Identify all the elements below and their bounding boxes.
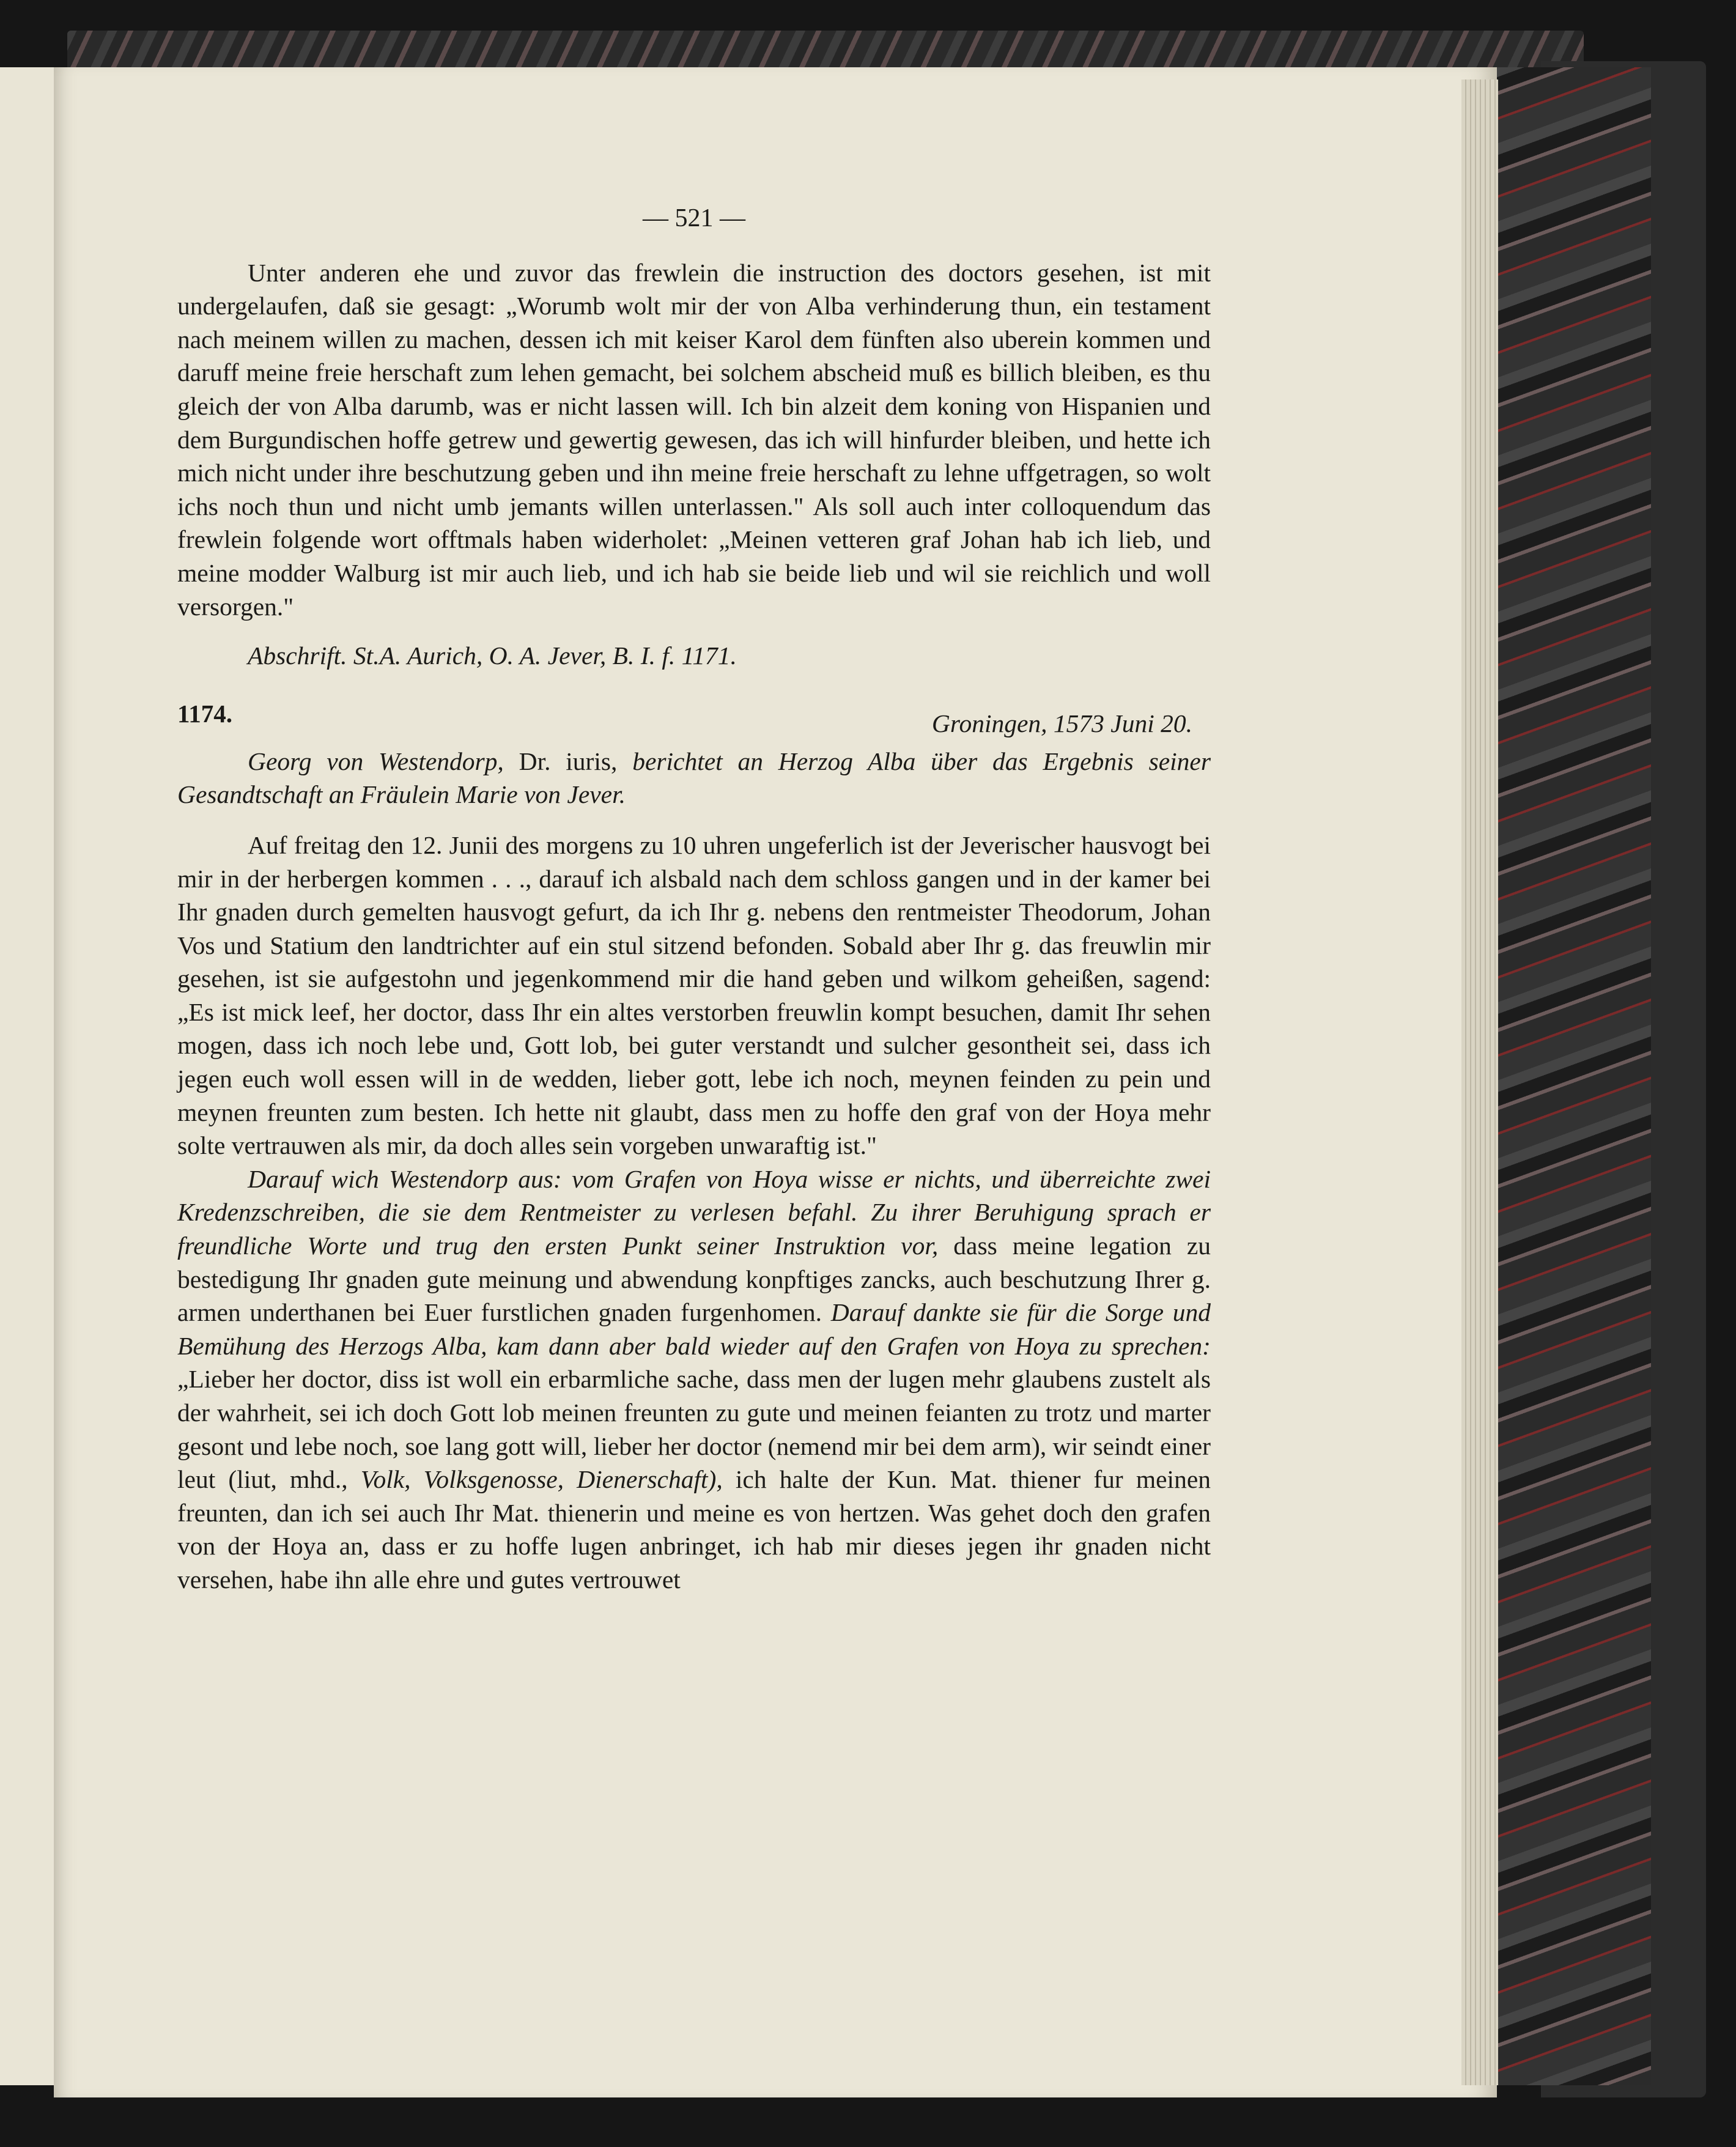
marbled-cover-top <box>67 31 1584 72</box>
previous-page-edge <box>0 67 56 2085</box>
para3-italic-3: Volk, Volksgenosse, Dienerschaft), <box>360 1465 736 1494</box>
page-block-edges <box>1461 79 1498 2085</box>
para3-roman-3: ich halte der Kun. Mat. thiener fur meinen freunten, dan ich sei auch Ihr Mat. thienerin und meine es von hertzen. Was gehet doch den grafen von der Hoya an, dass er zu hoffe lugen anbringet, ich hab mir dieses jegen ihr gnaden nicht versehen, habe ihn alle ehre und gutes vertrouwet <box>177 1465 1211 1594</box>
para3-italic-2: Darauf dankte sie für die Sorge und Bemühung des Herzogs Alba, kam dann aber bald wieder auf den Grafen von Hoya zu sprechen: <box>177 1298 1211 1360</box>
regest <box>177 745 1211 811</box>
paragraph-2: Auf freitag den 12. Junii des morgens zu 10 uhren ungeferlich ist der Jeverischer hausvogt bei mir in der herbergen kommen . . ., darauf ich alsbald nach dem schloss gangen und in der kamer bei Ihr gnaden durch gemelten hausvogt gefurt, da ich Ihr g. nebens den rentmeister Theodorum, Johan Vos und Statium den landtrichter auf ein stul sitzend befonden. Sobald aber Ihr g. das freuwlin mir gesehen, ist sie aufgestohn und jegenkommend mir die hand geben und wilkom geheißen, sagend: „Es ist mick leef, her doctor, dass Ihr ein altes verstorben freuwlin kompt besuchen, damit Ihr sehen mogen, dass ich noch lebe und, Gott lob, bei guter verstandt und sulcher gesontheit sei, dass ich jegen euch woll essen will in de wedden, lieber gott, lebe ich noch, meynen feinden zu pein und meynen freunten zum besten. Ich hette nit glaubt, dass men zu hoffe den graf von der Hoya mehr solte vertrauwen als mir, da doch alles sein vorgeben unwaraftig ist." <box>177 830 1211 1160</box>
paragraph-1: Unter anderen ehe und zuvor das frewlein die instruction des doctors gesehen, ist mit undergelaufen, daß sie gesagt: „Worumb wolt mir der von Alba verhinderung thun, ein testament nach meinem willen zu machen, dessen ich mit keiser Karol dem fünften also uberein kommen und daruff meine freie herschaft zum lehen gemacht, bei solchem abscheid muß es billich bleiben, es thu gleich der von Alba darumb, was er nicht lassen will. Ich bin alzeit dem koning von Hispanien und dem Burgundischen hoffe getrew und gewertig gewesen, das ich will hinfurder bleiben, und hette ich mich nicht under ihre beschutzung geben und ihn meine freie herschaft zu lehne uffgetragen, so wolt ichs noch thun und nicht umb jemants willen unterlassen." Als soll auch inter colloquendum das frewlein folgende wort offtmals haben widerholet: „Meinen vetteren graf Johan hab ich lieb, und meine modder Walburg ist mir auch lieb, und ich hab sie beide lieb und wil sie reichlich und woll versorgen." <box>177 258 1211 621</box>
document-number: 1174. <box>177 699 232 728</box>
para3-roman-2: „Lieber her doctor, diss ist woll ein erbarmliche sache, dass men der lugen mehr glaubens zustelt als der wahrheit, sei ich doch Gott lob meinen freunten zu gute und meinen feianten zu trotz und marter gesont und lebe noch, soe lang gott will, lieber her doctor (nemend mir bei dem arm), wir seindt einer leut (liut, mhd., <box>177 1365 1211 1494</box>
regest-part-c: berichtet an Herzog Alba über das Ergebnis seiner Gesandtschaft an Fräulein Marie von Jever. <box>177 747 1211 809</box>
paragraph-3 <box>177 1162 1211 1597</box>
page-number: — 521 — <box>643 204 745 232</box>
para3-italic-1: Darauf wich Westendorp aus: vom Grafen von Hoya wisse er nichts, und überreichte zwei Kredenzschreiben, die sie dem Rentmeister zu verlesen befahl. Zu ihrer Beruhigung sprach er freundliche Worte und trug den ersten Punkt seiner Instruktion vor, <box>177 1164 1211 1260</box>
para3-roman-1: dass meine legation zu bestedigung Ihr gnaden gute meinung und abwendung konpftiges zancks, auch beschutzung Ihrer g. armen underthanen bei Euer furstlichen gnaden furgenhomen. <box>177 1232 1211 1327</box>
document-place-date: Groningen, 1573 Juni 20. <box>931 709 1192 737</box>
page-content <box>177 202 1211 1597</box>
document-heading <box>177 697 1211 740</box>
marbled-cover-right <box>1492 67 1651 2085</box>
regest-part-a: Georg von Westendorp, <box>248 747 519 775</box>
source-citation: Abschrift. St.A. Aurich, O. A. Jever, B. I. f. 1171. <box>248 641 737 670</box>
regest-part-b: Dr. iuris, <box>519 747 633 775</box>
